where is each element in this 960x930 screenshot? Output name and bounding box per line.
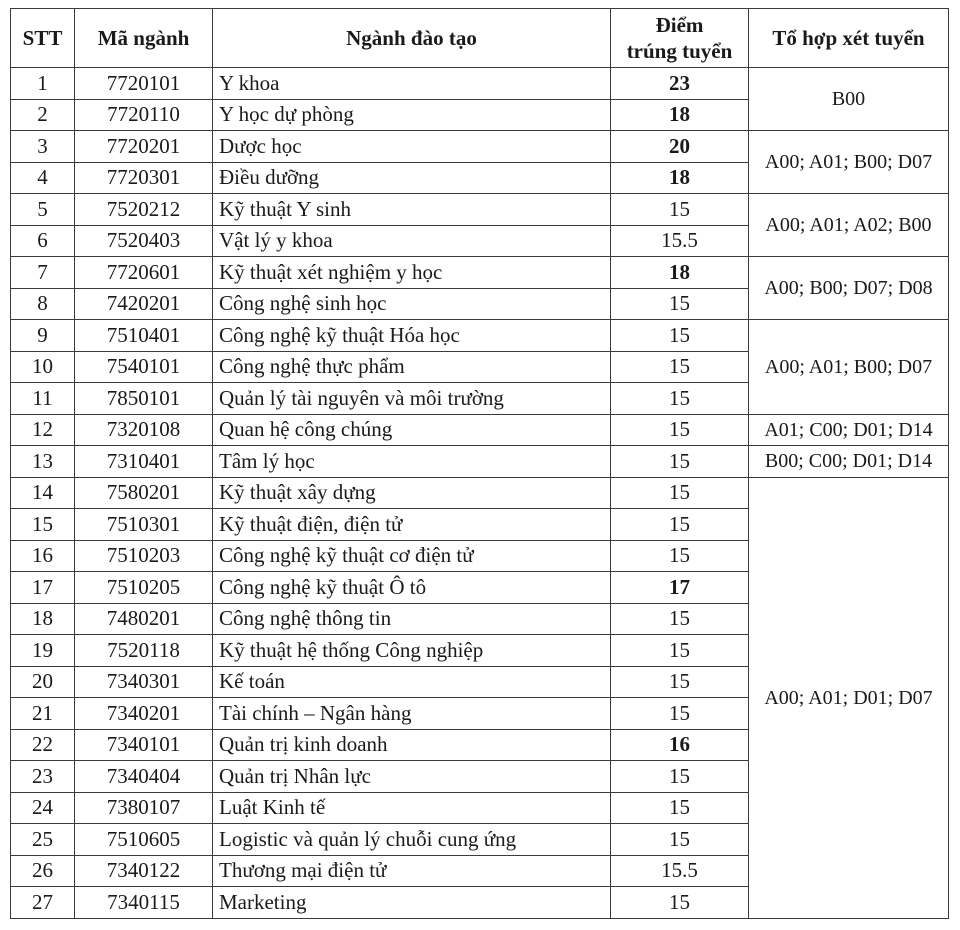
row-stt: 16	[11, 540, 75, 572]
row-admission-score: 15	[611, 666, 749, 698]
row-program-name: Kỹ thuật điện, điện tử	[213, 509, 611, 541]
row-stt: 25	[11, 824, 75, 856]
row-admission-score: 15	[611, 603, 749, 635]
row-admission-score: 15	[611, 194, 749, 226]
row-program-code: 7310401	[75, 446, 213, 478]
table-row	[11, 194, 949, 226]
row-admission-score: 18	[611, 257, 749, 289]
row-program-code: 7480201	[75, 603, 213, 635]
row-program-name: Quan hệ công chúng	[213, 414, 611, 446]
row-stt: 20	[11, 666, 75, 698]
row-stt: 15	[11, 509, 75, 541]
row-stt: 14	[11, 477, 75, 509]
header-stt: STT	[11, 9, 75, 68]
row-stt: 3	[11, 131, 75, 163]
table-row	[11, 477, 949, 509]
row-stt: 22	[11, 729, 75, 761]
row-program-code: 7320108	[75, 414, 213, 446]
row-subject-combination: A00; A01; B00; D07	[749, 320, 949, 415]
row-program-code: 7340404	[75, 761, 213, 793]
header-admission-score	[611, 9, 749, 68]
row-subject-combination: A00; A01; B00; D07	[749, 131, 949, 194]
row-program-name: Công nghệ kỹ thuật Ô tô	[213, 572, 611, 604]
row-admission-score: 15	[611, 477, 749, 509]
row-program-code: 7720101	[75, 68, 213, 100]
row-subject-combination: B00; C00; D01; D14	[749, 446, 949, 478]
header-score-line2: trúng tuyển	[626, 39, 733, 63]
table-row	[11, 320, 949, 352]
row-stt: 23	[11, 761, 75, 793]
row-program-code: 7510401	[75, 320, 213, 352]
admission-scores-document	[10, 8, 948, 919]
row-admission-score: 15	[611, 540, 749, 572]
row-program-code: 7510301	[75, 509, 213, 541]
admission-scores-table	[10, 8, 949, 919]
row-stt: 8	[11, 288, 75, 320]
row-program-name: Luật Kinh tế	[213, 792, 611, 824]
row-admission-score: 15.5	[611, 225, 749, 257]
row-program-code: 7720301	[75, 162, 213, 194]
row-admission-score: 20	[611, 131, 749, 163]
row-stt: 13	[11, 446, 75, 478]
row-program-code: 7340115	[75, 887, 213, 919]
row-admission-score: 15	[611, 635, 749, 667]
row-admission-score: 15	[611, 509, 749, 541]
row-stt: 12	[11, 414, 75, 446]
row-program-code: 7540101	[75, 351, 213, 383]
row-subject-combination: B00	[749, 68, 949, 131]
row-program-code: 7720601	[75, 257, 213, 289]
row-program-name: Quản trị kinh doanh	[213, 729, 611, 761]
row-admission-score: 17	[611, 572, 749, 604]
row-program-name: Kỹ thuật xây dựng	[213, 477, 611, 509]
row-admission-score: 15	[611, 761, 749, 793]
header-program-code: Mã ngành	[75, 9, 213, 68]
row-admission-score: 15	[611, 887, 749, 919]
row-program-code: 7510205	[75, 572, 213, 604]
row-program-name: Công nghệ kỹ thuật cơ điện tử	[213, 540, 611, 572]
row-program-code: 7420201	[75, 288, 213, 320]
row-program-name: Kỹ thuật Y sinh	[213, 194, 611, 226]
row-stt: 11	[11, 383, 75, 415]
row-program-name: Công nghệ sinh học	[213, 288, 611, 320]
row-stt: 27	[11, 887, 75, 919]
row-subject-combination: A00; B00; D07; D08	[749, 257, 949, 320]
row-admission-score: 15	[611, 698, 749, 730]
row-program-name: Kỹ thuật hệ thống Công nghiệp	[213, 635, 611, 667]
row-stt: 21	[11, 698, 75, 730]
row-admission-score: 15	[611, 288, 749, 320]
row-program-name: Quản lý tài nguyên và môi trường	[213, 383, 611, 415]
row-program-code: 7340101	[75, 729, 213, 761]
row-program-name: Y khoa	[213, 68, 611, 100]
row-admission-score: 16	[611, 729, 749, 761]
header-program-name: Ngành đào tạo	[213, 9, 611, 68]
row-program-name: Kế toán	[213, 666, 611, 698]
row-program-name: Quản trị Nhân lực	[213, 761, 611, 793]
row-program-code: 7520118	[75, 635, 213, 667]
table-body	[11, 68, 949, 919]
row-program-name: Marketing	[213, 887, 611, 919]
row-stt: 18	[11, 603, 75, 635]
header-score-line1: Điểm	[655, 12, 704, 37]
row-program-name: Logistic và quản lý chuỗi cung ứng	[213, 824, 611, 856]
row-admission-score: 15	[611, 792, 749, 824]
row-subject-combination: A01; C00; D01; D14	[749, 414, 949, 446]
row-stt: 19	[11, 635, 75, 667]
row-program-code: 7340201	[75, 698, 213, 730]
row-subject-combination: A00; A01; A02; B00	[749, 194, 949, 257]
row-program-code: 7340122	[75, 855, 213, 887]
table-row	[11, 414, 949, 446]
row-admission-score: 15	[611, 824, 749, 856]
row-admission-score: 18	[611, 162, 749, 194]
row-admission-score: 15	[611, 446, 749, 478]
row-stt: 17	[11, 572, 75, 604]
row-stt: 9	[11, 320, 75, 352]
row-subject-combination: A00; A01; D01; D07	[749, 477, 949, 918]
row-program-code: 7720201	[75, 131, 213, 163]
row-admission-score: 15	[611, 320, 749, 352]
row-program-code: 7340301	[75, 666, 213, 698]
row-program-code: 7510605	[75, 824, 213, 856]
row-program-name: Tâm lý học	[213, 446, 611, 478]
row-program-name: Y học dự phòng	[213, 99, 611, 131]
row-stt: 5	[11, 194, 75, 226]
row-program-name: Công nghệ thực phẩm	[213, 351, 611, 383]
row-admission-score: 23	[611, 68, 749, 100]
row-program-name: Vật lý y khoa	[213, 225, 611, 257]
row-stt: 6	[11, 225, 75, 257]
row-program-code: 7510203	[75, 540, 213, 572]
row-program-code: 7720110	[75, 99, 213, 131]
table-row	[11, 446, 949, 478]
row-program-name: Công nghệ kỹ thuật Hóa học	[213, 320, 611, 352]
row-stt: 2	[11, 99, 75, 131]
row-program-code: 7850101	[75, 383, 213, 415]
row-stt: 10	[11, 351, 75, 383]
row-stt: 7	[11, 257, 75, 289]
row-program-name: Dược học	[213, 131, 611, 163]
row-stt: 4	[11, 162, 75, 194]
row-program-name: Thương mại điện tử	[213, 855, 611, 887]
table-row	[11, 68, 949, 100]
row-admission-score: 15	[611, 351, 749, 383]
row-program-name: Tài chính – Ngân hàng	[213, 698, 611, 730]
row-stt: 26	[11, 855, 75, 887]
row-program-code: 7380107	[75, 792, 213, 824]
row-admission-score: 15.5	[611, 855, 749, 887]
table-row	[11, 257, 949, 289]
row-program-name: Công nghệ thông tin	[213, 603, 611, 635]
row-program-code: 7520403	[75, 225, 213, 257]
row-admission-score: 15	[611, 414, 749, 446]
header-subject-combination: Tổ hợp xét tuyển	[749, 9, 949, 68]
row-admission-score: 15	[611, 383, 749, 415]
row-admission-score: 18	[611, 99, 749, 131]
row-program-name: Điều dưỡng	[213, 162, 611, 194]
row-stt: 1	[11, 68, 75, 100]
row-program-code: 7520212	[75, 194, 213, 226]
table-row	[11, 131, 949, 163]
table-header-row	[11, 9, 949, 68]
row-program-code: 7580201	[75, 477, 213, 509]
row-program-name: Kỹ thuật xét nghiệm y học	[213, 257, 611, 289]
row-stt: 24	[11, 792, 75, 824]
